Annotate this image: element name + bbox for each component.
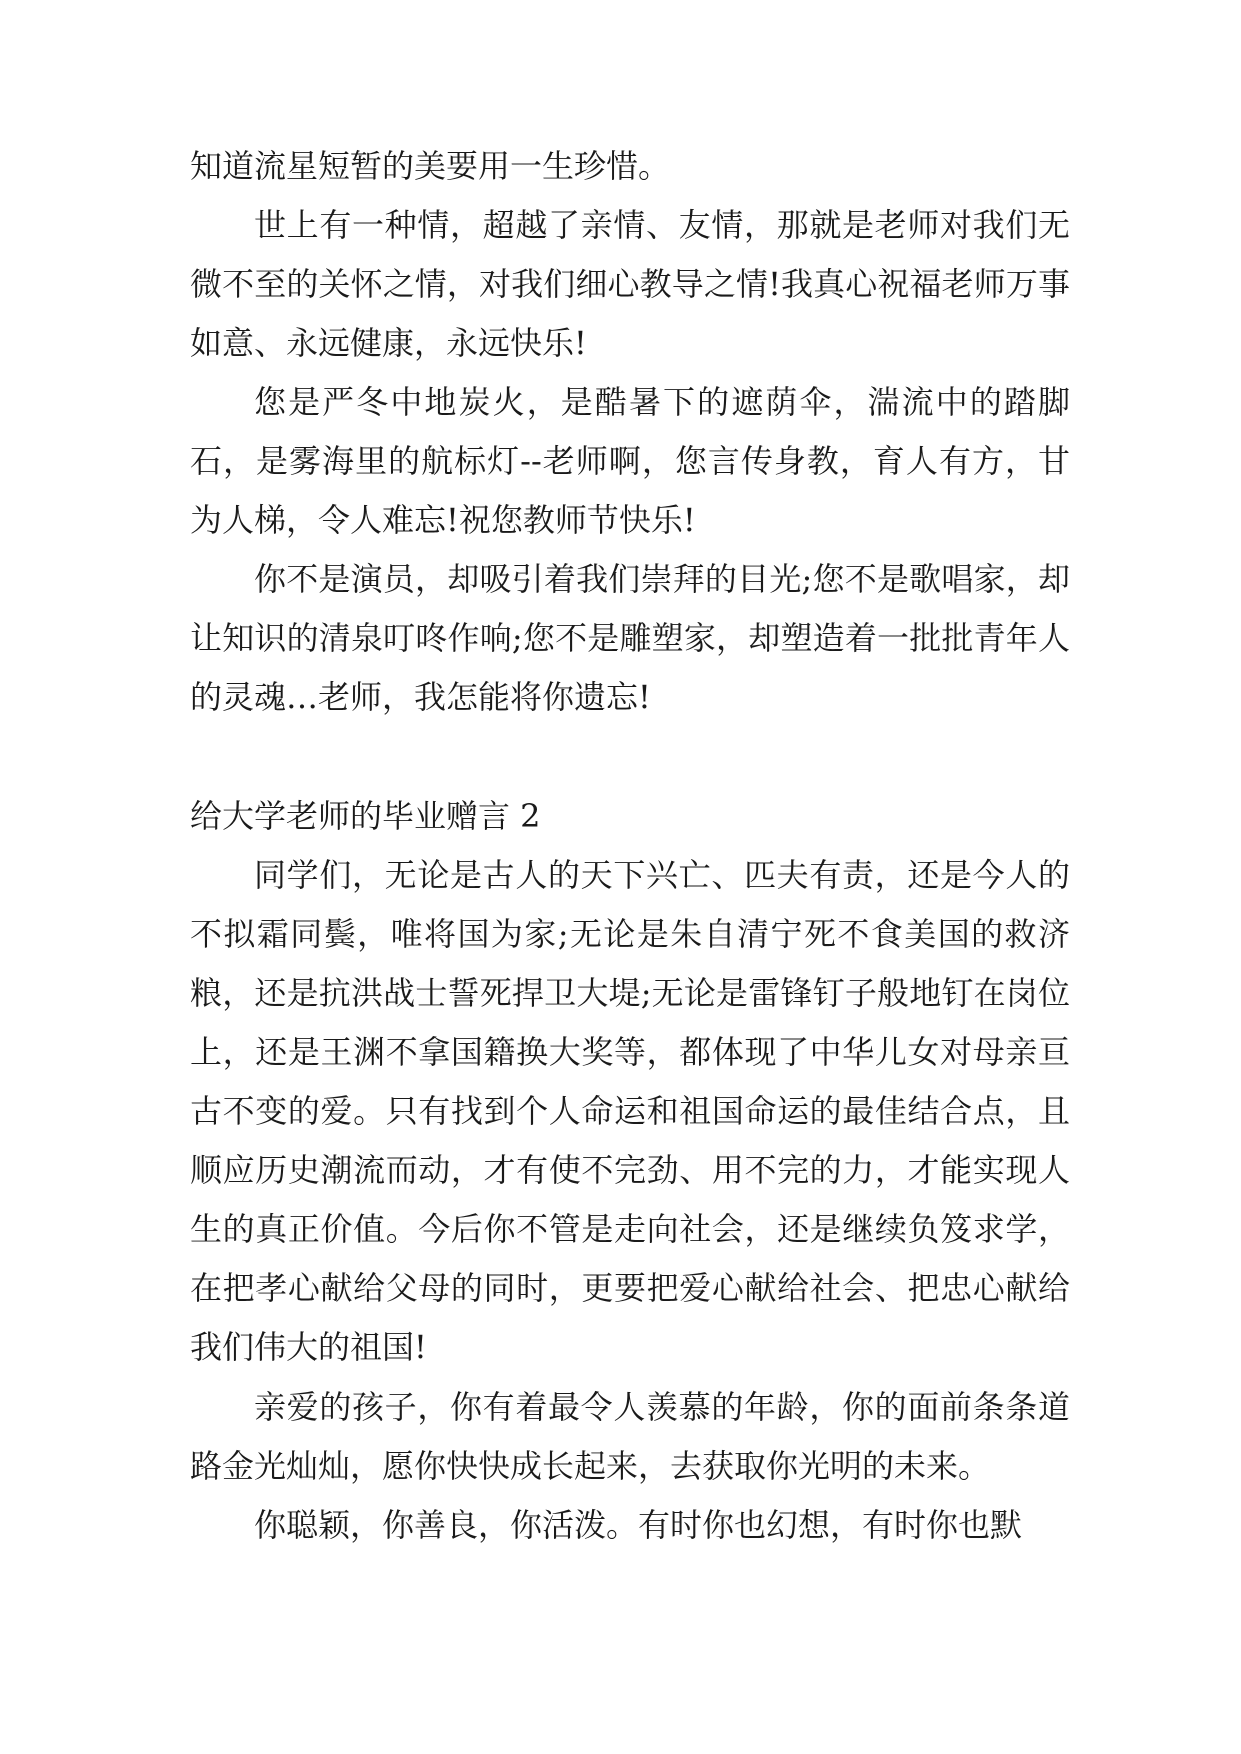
paragraph-clever: 你聪颖，你善良，你活泼。有时你也幻想，有时你也默 — [254, 1506, 1023, 1544]
paragraph-teacher-metaphors: 您是严冬中地炭火，是酷暑下的遮荫伞，湍流中的踏脚石，是雾海里的航标灯--老师啊，您言传身教，育人有方，甘为人梯，令人难忘!祝您教师节快乐! — [190, 383, 1070, 539]
section-heading: 给大学老师的毕业赠言 2 — [190, 797, 541, 835]
paragraph-teacher-care: 世上有一种情，超越了亲情、友情，那就是老师对我们无微不至的关怀之情，对我们细心教导之情!我真心祝福老师万事如意、永远健康，永远快乐! — [190, 206, 1070, 362]
paragraph-not-actor: 你不是演员，却吸引着我们崇拜的目光;您不是歌唱家，却让知识的清泉叮咚作响;您不是雕塑家，却塑造着一批批青年人的灵魂…老师，我怎能将你遗忘! — [190, 560, 1070, 716]
paragraph-dear-child: 亲爱的孩子，你有着最令人羡慕的年龄，你的面前条条道路金光灿灿，愿你快快成长起来，去获取你光明的未来。 — [190, 1388, 1070, 1485]
paragraph-classmates: 同学们，无论是古人的天下兴亡、匹夫有责，还是今人的不拟霜同鬓，唯将国为家;无论是朱自清宁死不食美国的救济粮，还是抗洪战士誓死捍卫大堤;无论是雷锋钉子般地钉在岗位上，还是王渊不拿国籍换大奖等，都体现了中华儿女对母亲亘古不变的爱。只有找到个人命运和祖国命运的最佳结合点，且顺应历史潮流而动，才有使不完劲、用不完的力，才能实现人生的真正价值。今后你不管是走向社会，还是继续负笈求学，在把孝心献给父母的同时，更要把爱心献给社会、把忠心献给我们伟大的祖国! — [190, 856, 1070, 1366]
paragraph-continuation: 知道流星短暂的美要用一生珍惜。 — [190, 147, 671, 185]
